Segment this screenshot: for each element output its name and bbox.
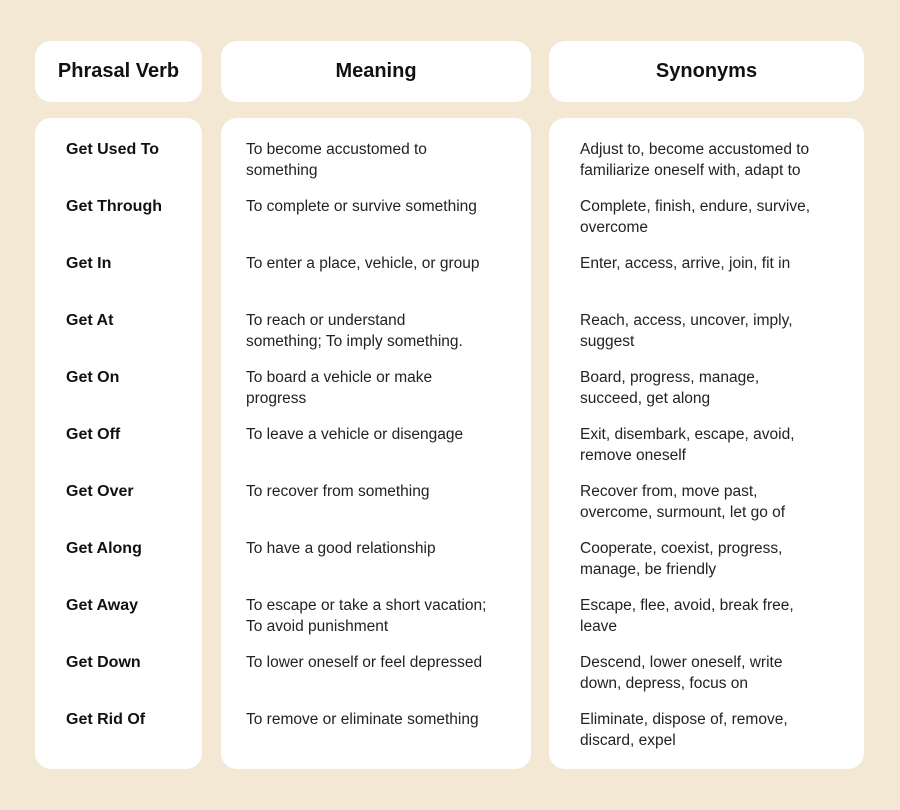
header-synonyms: [549, 41, 864, 102]
synonyms-cell: Escape, flee, avoid, break free, leave: [580, 597, 794, 635]
phrasal-verb-cell: Get Through: [66, 198, 162, 215]
synonyms-cell: Enter, access, arrive, join, fit in: [580, 255, 791, 272]
meaning-cell: To reach or understand something; To imply something.: [246, 312, 463, 350]
synonyms-cell: Cooperate, coexist, progress, manage, be friendly: [580, 540, 783, 578]
meaning-cell: To have a good relationship: [246, 540, 436, 557]
meaning-cell: To board a vehicle or make progress: [246, 369, 433, 407]
header-meaning: [221, 41, 531, 102]
meaning-column: [221, 118, 531, 769]
phrasal-verb-cell: Get Down: [66, 654, 141, 671]
synonyms-cell: Descend, lower oneself, write down, depress, focus on: [580, 654, 783, 692]
synonyms-cell: Board, progress, manage, succeed, get along: [580, 369, 760, 407]
phrasal-verb-cell: Get Away: [66, 597, 139, 614]
phrasal-verb-cell: Get Off: [66, 426, 121, 443]
phrasal-verb-cell: Get On: [66, 369, 120, 386]
phrasal-verb-cell: Get Along: [66, 540, 142, 557]
header-meaning-label: Meaning: [335, 60, 417, 82]
phrasal-verb-cell: Get Over: [66, 483, 134, 500]
synonyms-cell: Exit, disembark, escape, avoid, remove oneself: [580, 426, 795, 464]
synonyms-cell: Eliminate, dispose of, remove, discard, expel: [580, 711, 788, 749]
meaning-cell: To lower oneself or feel depressed: [246, 654, 483, 671]
meaning-cell: To leave a vehicle or disengage: [246, 426, 464, 443]
phrasal-verb-cell: Get At: [66, 312, 114, 329]
header-phrasal-verb: [35, 41, 202, 102]
synonyms-column: [549, 118, 864, 769]
phrasal-verb-cell: Get Rid Of: [66, 711, 146, 728]
meaning-cell: To escape or take a short vacation; To avoid punishment: [246, 597, 487, 635]
phrasal-verb-column: [35, 118, 202, 769]
synonyms-cell: Complete, finish, endure, survive, overcome: [580, 198, 811, 236]
synonyms-cell: Reach, access, uncover, imply, suggest: [580, 312, 793, 350]
meaning-cell: To complete or survive something: [246, 198, 477, 215]
header-synonyms-label: Synonyms: [655, 60, 758, 82]
phrasal-verb-cell: Get In: [66, 255, 112, 272]
meaning-cell: To become accustomed to something: [246, 141, 427, 179]
synonyms-cell: Adjust to, become accustomed to familiarize oneself with, adapt to: [580, 141, 810, 179]
meaning-cell: To remove or eliminate something: [246, 711, 479, 728]
meaning-cell: To recover from something: [246, 483, 430, 500]
phrasal-verb-cell: Get Used To: [66, 141, 160, 158]
meaning-cell: To enter a place, vehicle, or group: [246, 255, 480, 272]
synonyms-cell: Recover from, move past, overcome, surmount, let go of: [580, 483, 786, 521]
header-phrasal-verb-label: Phrasal Verb: [57, 60, 180, 82]
